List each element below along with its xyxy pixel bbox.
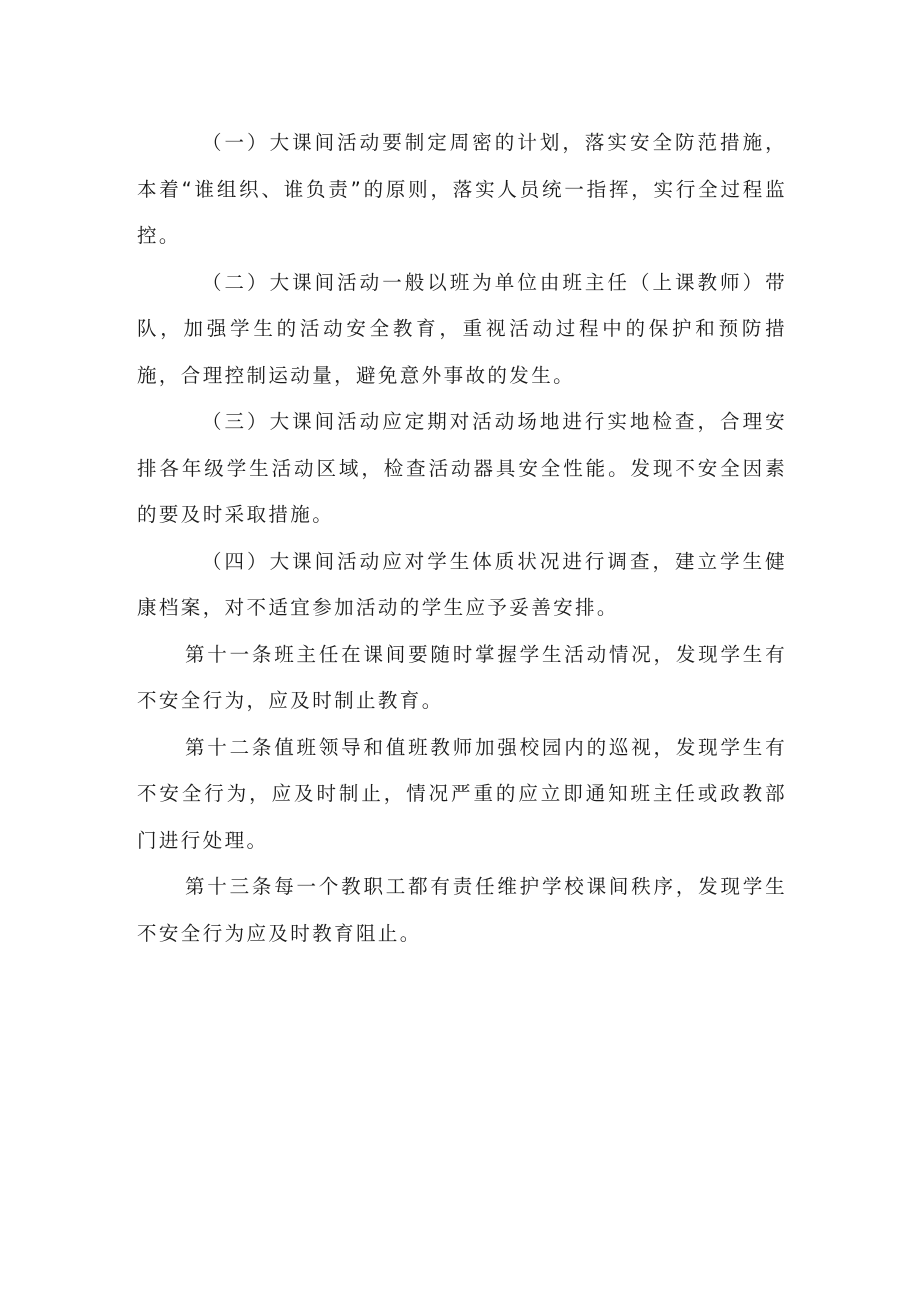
document-body xyxy=(137,120,787,957)
paragraph-item-1: （一）大课间活动要制定周密的计划，落实安全防范措施，本着“谁组织、谁负责”的原则，落实人员统一指挥，实行全过程监控。 xyxy=(137,131,787,247)
paragraph-item-4: （四）大课间活动应对学生体质状况进行调查，建立学生健康档案，对不适宜参加活动的学生应予妥善安排。 xyxy=(137,549,787,619)
article-13-paragraph: 第十三条每一个教职工都有责任维护学校课间秩序，发现学生不安全行为应及时教育阻止。 xyxy=(137,875,787,945)
paragraph-item-3: （三）大课间活动应定期对活动场地进行实地检查，合理安排各年级学生活动区域，检查活动器具安全性能。发现不安全因素的要及时采取措施。 xyxy=(137,410,787,526)
article-12-paragraph: 第十二条值班领导和值班教师加强校园内的巡视，发现学生有不安全行为，应及时制止，情况严重的应立即通知班主任或政教部门进行处理。 xyxy=(137,735,787,852)
article-11-paragraph: 第十一条班主任在课间要随时掌握学生活动情况，发现学生有不安全行为，应及时制止教育。 xyxy=(137,642,787,712)
paragraph-item-2: （二）大课间活动一般以班为单位由班主任（上课教师）带队，加强学生的活动安全教育，重视活动过程中的保护和预防措施，合理控制运动量，避免意外事故的发生。 xyxy=(137,270,787,387)
